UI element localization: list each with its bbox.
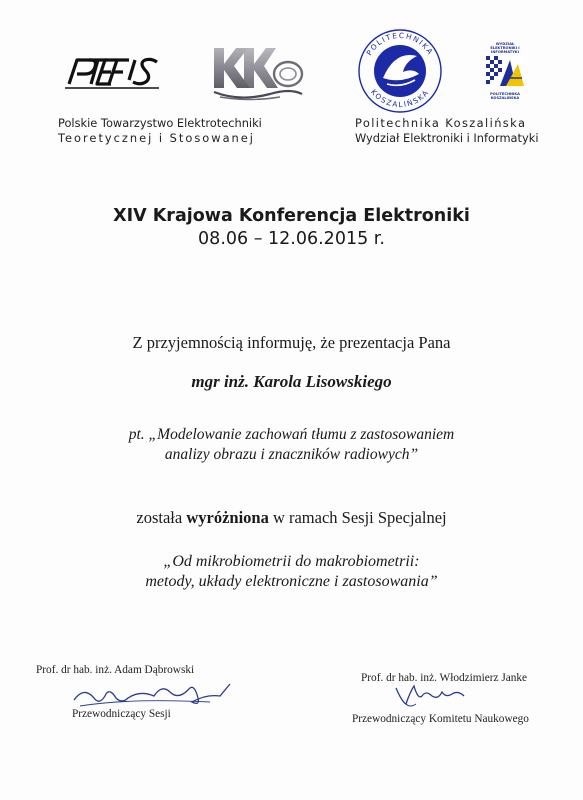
org-left-block xyxy=(58,116,262,146)
session-line1: „Od mikrobiometrii do makrobiometrii: xyxy=(163,553,420,570)
kke-logo xyxy=(210,42,306,102)
conference-title: XIV Krajowa Konferencja Elektroniki xyxy=(113,206,470,226)
svg-text:KOSZALIŃSKA: KOSZALIŃSKA xyxy=(490,96,520,100)
svg-text:POLITECHNIKA: POLITECHNIKA xyxy=(364,30,436,58)
paper-title-line2: analizy obrazu i znaczników radiowych” xyxy=(164,446,419,463)
award-line xyxy=(0,508,583,528)
paper-title xyxy=(0,425,583,465)
org-right-block xyxy=(355,116,538,146)
svg-text:INFORMATYKI: INFORMATYKI xyxy=(491,50,519,54)
right-signatory-role: Przewodniczący Komitetu Naukowego xyxy=(352,713,529,725)
ptets-logo xyxy=(63,50,163,90)
right-signatory-name: Prof. dr hab. inż. Włodzimierz Janke xyxy=(361,672,528,684)
paper-title-line1: pt. „Modelowanie zachowań tłumu z zastosowaniem xyxy=(128,426,455,443)
session-line2: metody, układy elektroniczne i zastosowania” xyxy=(145,573,438,590)
svg-text:WYDZIAŁ: WYDZIAŁ xyxy=(495,42,515,46)
left-signatory-role: Przewodniczący Sesji xyxy=(72,708,171,720)
award-prefix: została xyxy=(136,508,183,527)
right-signature-scribble xyxy=(392,682,472,710)
org-left-line1: Polskie Towarzystwo Elektrotechniki xyxy=(58,116,262,130)
award-suffix: w ramach Sesji Specjalnej xyxy=(272,508,447,527)
conference-dates: 08.06 – 12.06.2015 r. xyxy=(198,229,385,249)
weii-logo xyxy=(478,40,532,100)
award-word: wyróżniona xyxy=(186,508,269,527)
svg-text:KOSZALIŃSKA: KOSZALIŃSKA xyxy=(369,87,431,110)
org-right-line1: Politechnika Koszalińska xyxy=(355,116,527,130)
org-left-line2: Teoretycznej i Stosowanej xyxy=(58,131,255,145)
svg-text:POLITECHNIKA: POLITECHNIKA xyxy=(490,92,520,96)
svg-text:ELEKTRONIKI I: ELEKTRONIKI I xyxy=(490,46,520,50)
left-signatory-name: Prof. dr hab. inż. Adam Dąbrowski xyxy=(36,664,195,676)
org-right-line2: Wydział Elektroniki i Informatyki xyxy=(355,131,539,145)
left-signature-scribble xyxy=(70,676,240,712)
session-title xyxy=(0,552,583,592)
intro-text: Z przyjemnością informuję, że prezentacja Pana xyxy=(132,333,451,352)
recipient-name: mgr inż. Karola Lisowskiego xyxy=(191,372,392,391)
politechnika-koszalinska-seal xyxy=(357,28,443,114)
